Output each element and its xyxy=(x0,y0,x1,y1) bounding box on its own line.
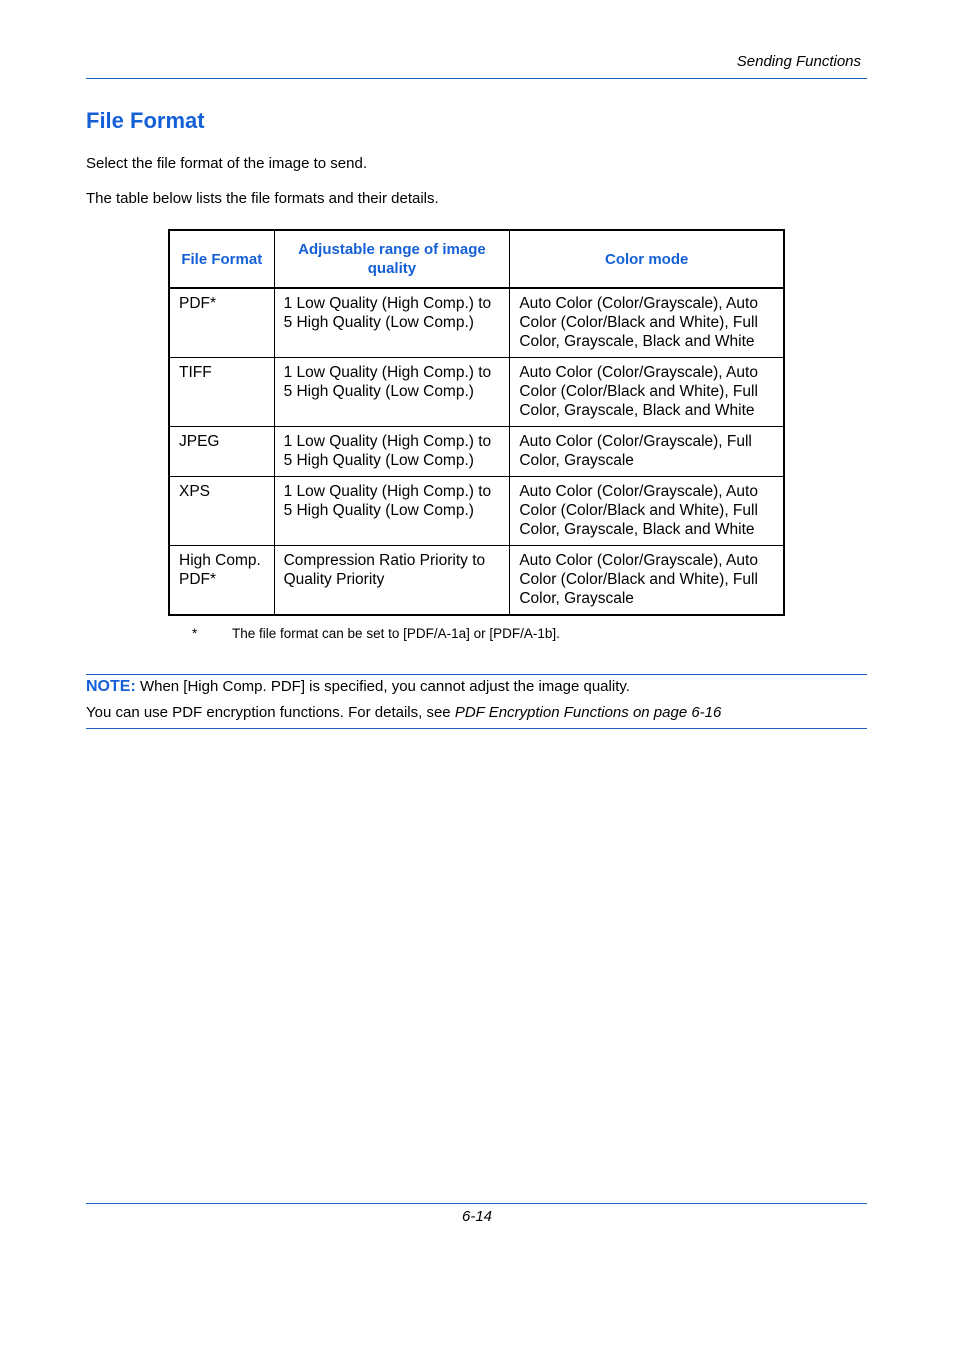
page-number: 6-14 xyxy=(461,1208,493,1225)
cross-reference-link[interactable]: PDF Encryption Functions on page 6-16 xyxy=(454,704,722,721)
note-line-1 xyxy=(86,678,630,696)
header-rule xyxy=(86,78,867,79)
cell-quality-range: 1 Low Quality (High Comp.) to 5 High Quality (Low Comp.) xyxy=(274,288,510,358)
cell-color-mode: Auto Color (Color/Grayscale), Auto Color (Color/Black and White), Full Color, Grayscale, Black and White xyxy=(510,358,784,427)
footnote-text: The file format can be set to [PDF/A-1a] or [PDF/A-1b]. xyxy=(232,626,560,641)
cell-quality-range: 1 Low Quality (High Comp.) to 5 High Quality (Low Comp.) xyxy=(274,427,510,477)
header-section-title: Sending Functions xyxy=(736,53,861,70)
cell-file-format: XPS xyxy=(169,477,274,546)
file-format-table xyxy=(168,229,785,616)
intro-paragraph-1: Select the file format of the image to send. xyxy=(86,155,367,172)
table-row xyxy=(169,477,784,546)
note-top-rule xyxy=(86,674,867,675)
cell-quality-range: 1 Low Quality (High Comp.) to 5 High Quality (Low Comp.) xyxy=(274,477,510,546)
cell-file-format: JPEG xyxy=(169,427,274,477)
note-bottom-rule xyxy=(86,728,867,729)
intro-paragraph-2: The table below lists the file formats and their details. xyxy=(86,190,439,207)
cell-color-mode: Auto Color (Color/Grayscale), Full Color, Grayscale xyxy=(510,427,784,477)
cell-quality-range: Compression Ratio Priority to Quality Priority xyxy=(274,546,510,616)
note-label: NOTE: xyxy=(86,678,136,695)
cell-color-mode: Auto Color (Color/Grayscale), Auto Color (Color/Black and White), Full Color, Grayscale, Black and White xyxy=(510,288,784,358)
table-row xyxy=(169,288,784,358)
cell-color-mode: Auto Color (Color/Grayscale), Auto Color (Color/Black and White), Full Color, Grayscale xyxy=(510,546,784,616)
cell-color-mode: Auto Color (Color/Grayscale), Auto Color (Color/Black and White), Full Color, Grayscale, Black and White xyxy=(510,477,784,546)
column-header-file-format: File Format xyxy=(169,230,274,288)
column-header-color-mode: Color mode xyxy=(510,230,784,288)
page-title: File Format xyxy=(86,108,205,133)
cell-file-format: High Comp. PDF* xyxy=(169,546,274,616)
note-text-1: When [High Comp. PDF] is specified, you cannot adjust the image quality. xyxy=(135,678,630,695)
cell-file-format: PDF* xyxy=(169,288,274,358)
table-footnote xyxy=(192,626,560,641)
note-text-2: You can use PDF encryption functions. For details, see xyxy=(86,704,455,721)
note-line-2 xyxy=(86,704,721,721)
table-row xyxy=(169,358,784,427)
footnote-mark: * xyxy=(192,626,198,641)
footer-rule xyxy=(86,1203,867,1204)
cell-file-format: TIFF xyxy=(169,358,274,427)
table-header-row xyxy=(169,230,784,288)
table-row xyxy=(169,546,784,616)
column-header-quality-range: Adjustable range of image quality xyxy=(274,230,510,288)
cell-quality-range: 1 Low Quality (High Comp.) to 5 High Quality (Low Comp.) xyxy=(274,358,510,427)
table-row xyxy=(169,427,784,477)
